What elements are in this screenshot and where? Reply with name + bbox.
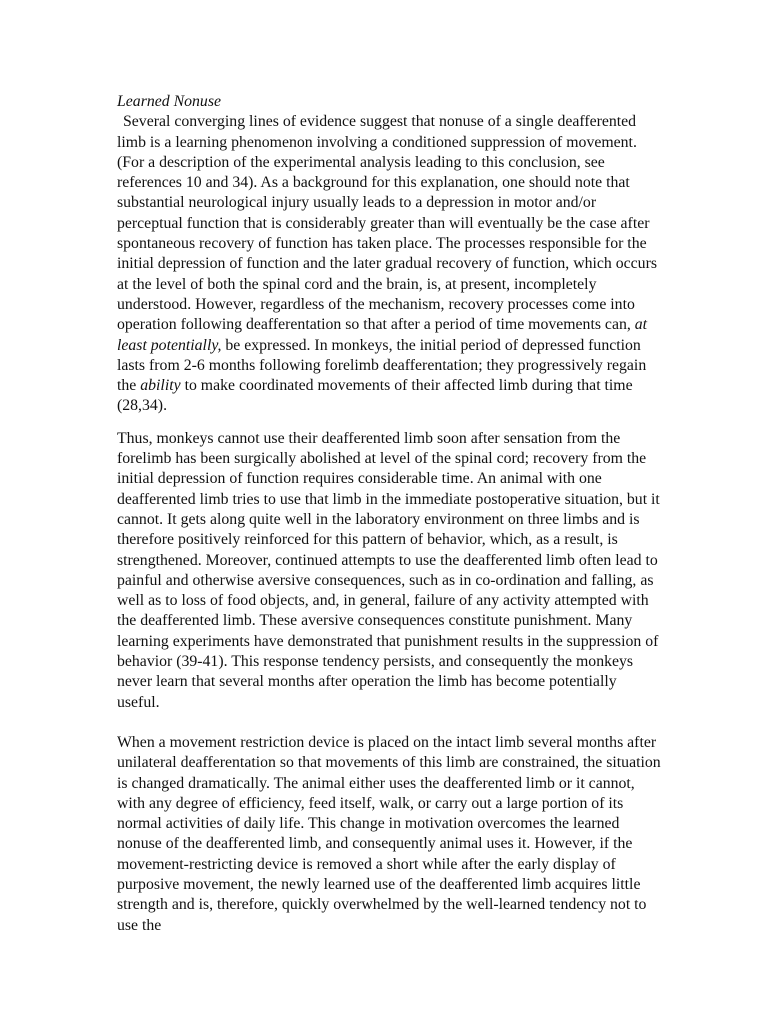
paragraph-1-text-a: Several converging lines of evidence suggest that nonuse of a single deafferented limb is a learning phenomenon involving a conditioned suppression of movement. (For a description of the experimental analysis leading to this conclusion, see references 10 and 34). As a background for this explanation, one should note that substantial neurological injury usually leads to a depression in motor and/or perceptual function that is considerably greater than will eventually be the case after spontaneous recovery of function has taken place. The processes responsible for the initial depression of function and the later gradual recovery of function, which occurs at the level of both the spinal cord and the brain, is, at present, incompletely understood. However, regardless of the mechanism, recovery processes come into operation following deafferentation so that after a period of time movements can, bbox=[117, 113, 657, 334]
section-heading: Learned Nonuse bbox=[117, 93, 221, 110]
paragraph-1-emphasis-b: ability bbox=[140, 377, 181, 395]
paragraph-2: Thus, monkeys cannot use their deafferented limb soon after sensation from the forelimb has been surgically abolished at level of the spinal cord; recovery from the initial depression of function requires considerable time. An animal with one deafferented limb tries to use that limb in the immediate postoperative situation, but it cannot. It gets along quite well in the laboratory environment on three limbs and is therefore positively reinforced for this pattern of behavior, which, as a result, is strengthened. Moreover, continued attempts to use the deafferented limb often lead to painful and otherwise aversive consequences, such as in co-ordination and falling, as well as to loss of food objects, and, in general, failure of any activity attempted with the deafferented limb. These aversive consequences constitute punishment. Many learning experiments have demonstrated that punishment results in the suppression of behavior (39-41). This response tendency persists, and consequently the monkeys never learn that several months after operation the limb has become potentially useful. bbox=[117, 429, 660, 711]
paragraph-1-text-b: be expressed. In monkeys, the initial period of depressed function lasts from 2-6 months following forelimb deafferentation; they progressively regain the bbox=[117, 336, 647, 395]
paragraph-1-text-c: to make coordinated movements of their affected limb during that time (28,34). bbox=[117, 377, 633, 415]
document-page bbox=[117, 92, 662, 936]
paragraph-1-emphasis-a: at least potentially, bbox=[117, 316, 648, 354]
paragraph-1 bbox=[117, 112, 662, 416]
paragraph-3: When a movement restriction device is placed on the intact limb several months after unilateral deafferentation so that movements of this limb are constrained, the situation is changed dramatically. The animal either uses the deafferented limb or it cannot, with any degree of efficiency, feed itself, walk, or carry out a large portion of its normal activities of daily life. This change in motivation overcomes the learned nonuse of the deafferented limb, and consequently animal uses it. However, if the movement-restricting device is removed a short while after the early display of purposive movement, the newly learned use of the deafferented limb acquires little strength and is, therefore, quickly overwhelmed by the well-learned tendency not to use the bbox=[117, 733, 661, 934]
